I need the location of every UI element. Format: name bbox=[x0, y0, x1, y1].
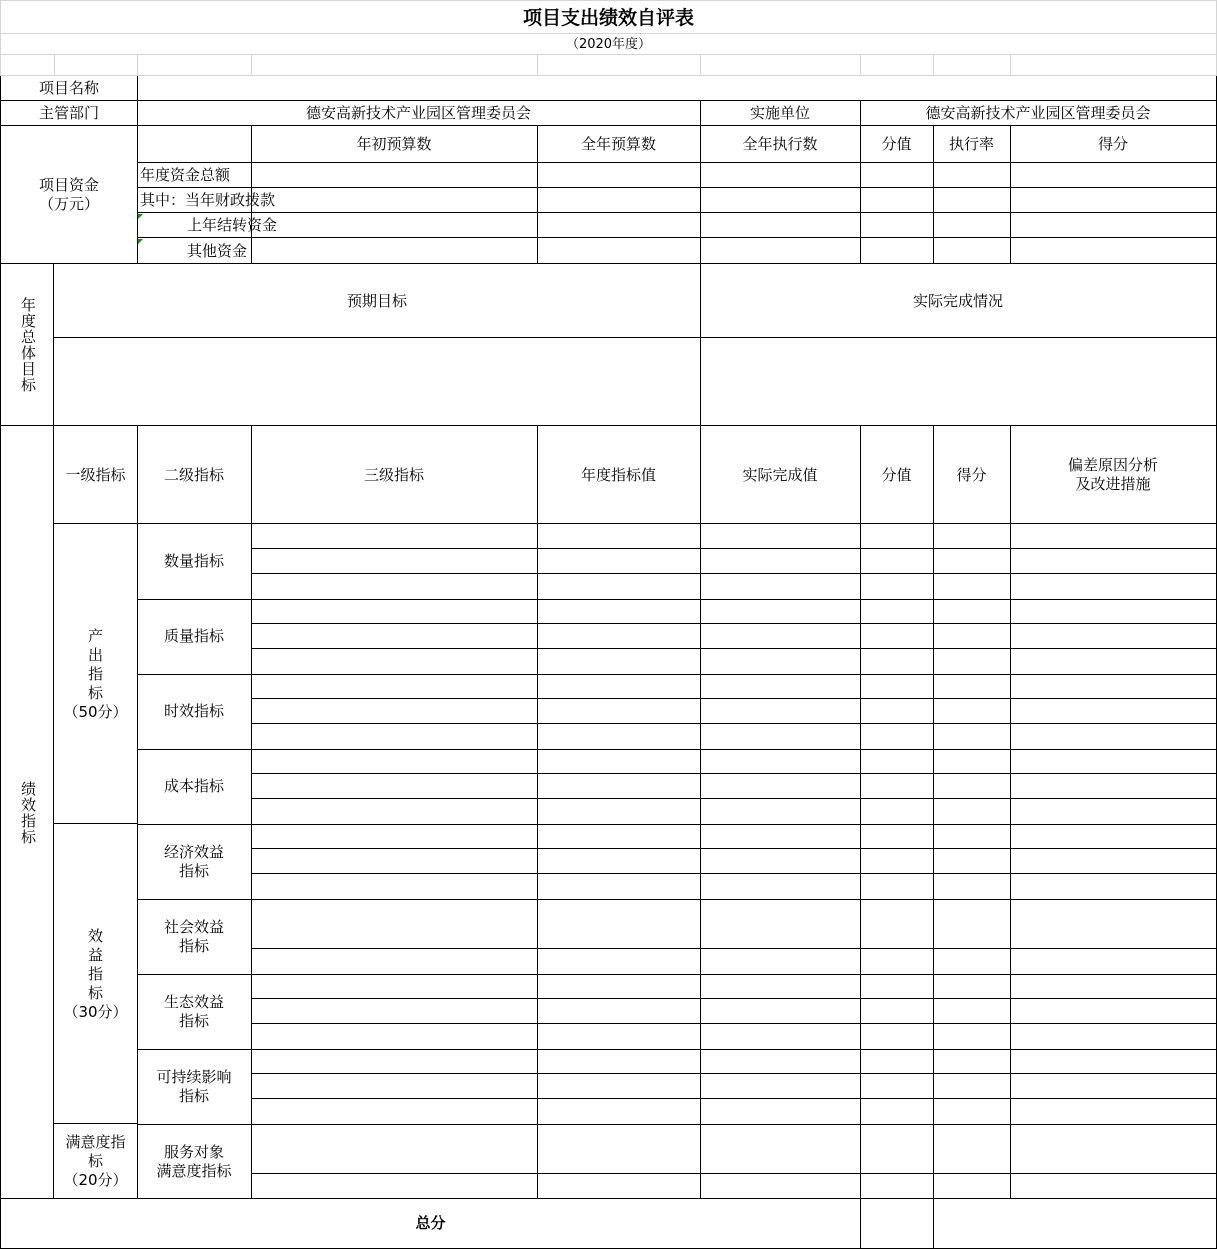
grid-line bbox=[537, 54, 538, 76]
row-fiscal-funds: 其中：当年财政拨款 bbox=[140, 191, 276, 209]
cell-border bbox=[137, 1049, 1217, 1050]
grid-line bbox=[137, 54, 138, 76]
annual-target-header: 年度指标值 bbox=[580, 465, 656, 484]
impl-unit-value: 德安高新技术产业园区管理委员会 bbox=[925, 104, 1151, 122]
grid-line bbox=[0, 0, 1217, 1]
cell-border bbox=[251, 1023, 1217, 1024]
sheet-title: 项目支出绩效自评表 bbox=[522, 6, 694, 29]
cell-border bbox=[251, 623, 1217, 624]
grid-line bbox=[54, 54, 55, 76]
cell-border bbox=[537, 425, 538, 1199]
actual-value-header: 实际完成值 bbox=[742, 465, 818, 484]
cell-border bbox=[860, 425, 861, 1199]
perf-indicator-label: 绩效指标 bbox=[19, 780, 37, 845]
score-value-header: 分值 bbox=[881, 465, 912, 484]
sheet-subtitle: （2020年度） bbox=[565, 36, 652, 52]
annual-goal-label: 年度总体目标 bbox=[19, 297, 37, 393]
cell-border bbox=[137, 749, 1217, 750]
cell-border bbox=[251, 723, 1217, 724]
col-score: 得分 bbox=[1097, 135, 1128, 153]
score-header: 得分 bbox=[956, 465, 987, 484]
grid-line bbox=[860, 54, 861, 76]
row-carryover-funds: 上年结转资金 bbox=[187, 216, 278, 234]
col-initial-budget: 年初预算数 bbox=[356, 135, 432, 153]
grid-line bbox=[251, 54, 252, 76]
ecological-benefit-label: 生态效益 指标 bbox=[163, 992, 224, 1030]
benefit-indicator-label: 效 益 指 标 （30分） bbox=[63, 926, 128, 1021]
cell-border bbox=[137, 974, 1217, 975]
project-name-label: 项目名称 bbox=[38, 79, 99, 97]
project-name-value[interactable] bbox=[137, 76, 1216, 101]
satisfaction-indicator-label: 满意度指 标 （20分） bbox=[63, 1133, 128, 1189]
impl-unit-label: 实施单位 bbox=[749, 104, 810, 122]
grid-line bbox=[0, 54, 1217, 55]
service-satisfaction-label: 服务对象 满意度指标 bbox=[156, 1142, 232, 1180]
actual-completion-header: 实际完成情况 bbox=[912, 291, 1003, 310]
cell-border bbox=[251, 1073, 1217, 1074]
quantity-indicator-label: 数量指标 bbox=[163, 552, 224, 570]
cell-border bbox=[251, 1098, 1217, 1099]
cell-border bbox=[251, 648, 1217, 649]
lvl3-header: 三级指标 bbox=[363, 465, 424, 484]
total-score-label: 总分 bbox=[415, 1214, 446, 1232]
department-value: 德安高新技术产业园区管理委员会 bbox=[305, 104, 531, 122]
cell-border bbox=[137, 674, 1217, 675]
cost-indicator-label: 成本指标 bbox=[163, 777, 224, 795]
cell-border bbox=[933, 425, 934, 1199]
row-total-funds: 年度资金总额 bbox=[140, 166, 231, 184]
cell-border bbox=[251, 948, 1217, 949]
cell-border bbox=[137, 824, 1217, 825]
col-annual-exec: 全年执行数 bbox=[742, 135, 818, 153]
col-exec-rate: 执行率 bbox=[948, 135, 994, 153]
cell-border bbox=[1010, 425, 1011, 1199]
social-benefit-label: 社会效益 指标 bbox=[163, 917, 224, 955]
output-indicator-label: 产 出 指 标 （50分） bbox=[63, 626, 128, 721]
sustainability-label: 可持续影响 指标 bbox=[156, 1067, 232, 1105]
cell-border bbox=[700, 425, 701, 1199]
cell-border bbox=[251, 425, 252, 1199]
cell-border bbox=[251, 548, 1217, 549]
row-other-funds: 其他资金 bbox=[187, 241, 248, 260]
cell-border bbox=[251, 998, 1217, 999]
expected-goal-content[interactable] bbox=[54, 338, 700, 426]
lvl1-header: 一级指标 bbox=[65, 465, 126, 484]
grid-line bbox=[933, 54, 934, 76]
col-annual-budget: 全年预算数 bbox=[580, 135, 656, 153]
grid-line bbox=[1010, 54, 1011, 76]
cell-border bbox=[933, 1198, 934, 1249]
cell-border bbox=[251, 798, 1217, 799]
cell-border bbox=[251, 573, 1217, 574]
grid-line bbox=[700, 54, 701, 76]
cell-border bbox=[137, 1124, 1217, 1125]
department-label: 主管部门 bbox=[38, 104, 99, 122]
cell-border bbox=[251, 1173, 1217, 1174]
cell-border bbox=[251, 773, 1217, 774]
deviation-header: 偏差原因分析 及改进措施 bbox=[1067, 456, 1158, 493]
col-score-value: 分值 bbox=[881, 135, 912, 153]
actual-completion-content[interactable] bbox=[700, 338, 1216, 426]
timeliness-indicator-label: 时效指标 bbox=[163, 702, 224, 720]
cell-border bbox=[137, 899, 1217, 900]
cell-border bbox=[251, 698, 1217, 699]
project-funds-label: 项目资金 （万元） bbox=[38, 176, 99, 213]
total-score-value[interactable] bbox=[860, 1199, 933, 1248]
cell-border bbox=[137, 599, 1217, 600]
lvl2-header: 二级指标 bbox=[163, 465, 224, 484]
comment-marker bbox=[138, 239, 143, 244]
cell-border bbox=[251, 848, 1217, 849]
quality-indicator-label: 质量指标 bbox=[163, 627, 224, 645]
economic-benefit-label: 经济效益 指标 bbox=[163, 842, 224, 880]
comment-marker bbox=[138, 214, 143, 219]
expected-goal-header: 预期目标 bbox=[346, 291, 407, 310]
cell-border bbox=[251, 873, 1217, 874]
